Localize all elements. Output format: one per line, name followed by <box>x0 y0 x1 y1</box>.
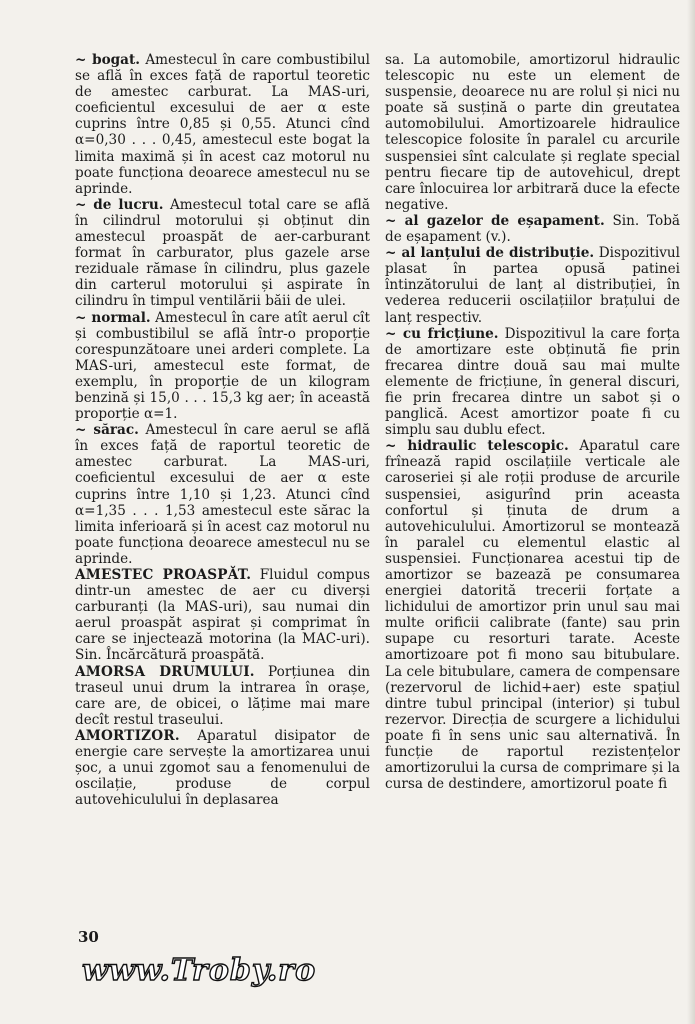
entry-definition: Amestecul în care combustibilul se află în exces față de raportul teoretic de amestec carburat. La MAS-uri, coeficientul excesului de aer α este cuprins între 0,85 și 0,55. Atunci cînd α=0,30 . . . 0,45, amestecul este bogat la limita maximă și în acest caz motorul nu poate funcționa deoarece amestecul nu se aprinde. <box>75 52 370 197</box>
dictionary-entry <box>385 52 680 213</box>
dictionary-entry <box>75 728 370 808</box>
entry-definition: Fluidul compus dintr-un amestec de aer cu diverși carburanți (la MAS-uri), sau numai din aerul proaspăt aspirat și comprimat în care se injectează motorina (la MAC-uri). Sin. Încărcătură proaspătă. <box>75 567 371 664</box>
entry-headword: AMESTEC PROASPĂT. <box>75 567 252 583</box>
entry-subterm: ~ normal. <box>75 309 151 326</box>
entry-subterm: ~ bogat. <box>75 52 141 68</box>
dictionary-entry <box>75 567 370 664</box>
dictionary-entry <box>75 52 370 197</box>
dictionary-entry <box>385 213 680 245</box>
entry-definition: Sin. Tobă de eșapament (v.). <box>385 212 680 246</box>
left-column <box>75 52 370 808</box>
entry-definition: Aparatul disipator de energie care servește la amortizarea unui șoc, a unui zgomot sau a fenomenului de oscilație, produse de corpul autovehiculului în deplasarea <box>75 727 370 809</box>
entry-headword: AMORSA DRUMULUI. <box>75 663 255 680</box>
entry-subterm: ~ al gazelor de eșapament. <box>385 212 605 229</box>
entry-subterm: ~ sărac. <box>75 422 139 439</box>
site-watermark: www.Troby.ro <box>82 953 317 988</box>
entry-definition: Amestecul în care aerul se află în exces față de raportul teoretic de amestec carburat. La MAS-uri, coeficientul excesului de aer α este cuprins între 1,10 și 1,23. Atunci cînd α=1,35 . . . 1,53 amestecul este sărac la limita inferioară și în acest caz motorul nu poate funcționa deoarece amestecul nu se aprinde. <box>75 422 370 567</box>
dictionary-entry <box>75 197 370 310</box>
entry-definition: Porțiunea din traseul unui drum la intrarea în orașe, care are, de obicei, o lățime mai mare decît restul traseului. <box>75 663 370 728</box>
dictionary-entry <box>75 310 370 423</box>
dictionary-entry <box>385 438 680 792</box>
entry-definition: Dispozitivul plasat în partea opusă patinei întinzătorului de lanț al distribuției, în vederea reducerii oscilațiilor brațului de lanț respectiv. <box>385 245 680 326</box>
entry-headword: AMORTIZOR. <box>75 727 180 744</box>
dictionary-entry <box>385 245 680 325</box>
entry-definition: Dispozitivul la care forța de amortizare este obținută fie prin frecarea dintre două sau mai multe elemente de fricțiune, în general discuri, fie prin frecarea dintre un sabot și o panglică. Acest amortizor poate fi cu simplu sau dublu efect. <box>385 325 680 439</box>
entry-subterm: ~ cu fricțiune. <box>385 325 499 342</box>
entry-subterm: ~ al lanțului de distribuție. <box>385 245 595 262</box>
entry-definition: sa. La automobile, amortizorul hidraulic telescopic nu este un element de suspensie, deoarece nu are rolul și nici nu poate să susțină o parte din greutatea automobilului. Amortizoarele hidraulice telescopice folosite în paralel cu arcurile suspensiei sînt calculate și reglate special pentru fiecare tip de autovehicul, drept care înlocuirea lor arbitrară duce la efecte negative. <box>385 52 680 213</box>
entry-definition: Aparatul care frînează rapid oscilațiile verticale ale caroseriei și ale roții produse de arcurile suspensiei, asigurînd prin aceasta confortul și ținuta de drum a autovehiculului. Amortizorul se montează în paralel cu elementul elastic al suspensiei. Funcționarea acestui tip de amortizor se bazează pe consumarea energiei datorită trecerii forțate a lichidului de amortizor prin unul sau mai multe orificii calibrate (fante) sau prin supape cu resorturi tarate. Aceste amortizoare pot fi mono sau bitubulare. La cele bitubulare, camera de compensare (rezervorul de lichid+aer) este spațiul dintre tubul principal (interior) și tubul rezervor. Direcția de scurgere a lichidului poate fi în sens unic sau alternativă. În funcție de raportul rezistențelor amortizorului la cursa de comprimare și la cursa de destindere, amortizorul poate fi <box>385 438 680 793</box>
entry-definition: Amestecul total care se află în cilindrul motorului și obținut din amestecul proaspăt de aer-carburant format în carburator, plus gazele arse reziduale rămase în cilindru, plus gazele din carterul motorului și aspirate în cilindru în timpul ventilării băii de ulei. <box>75 196 370 310</box>
entry-subterm: ~ hidraulic telescopic. <box>385 438 569 455</box>
page-edge-shadow <box>687 0 695 1024</box>
dictionary-entry <box>75 664 370 728</box>
entry-subterm: ~ de lucru. <box>75 196 164 213</box>
right-column <box>385 52 680 792</box>
page-number: 30 <box>78 928 99 946</box>
entry-definition: Amestecul în care atît aerul cît și combustibilul se află într-o proporție corespunzătoare unei arderi complete. La MAS-uri, amestecul este format, de exemplu, în proporție de un kilogram benzină și 15,0 . . . 15,3 kg aer; în această proporție α=1. <box>75 309 370 423</box>
dictionary-entry <box>75 422 370 567</box>
dictionary-entry <box>385 326 680 439</box>
